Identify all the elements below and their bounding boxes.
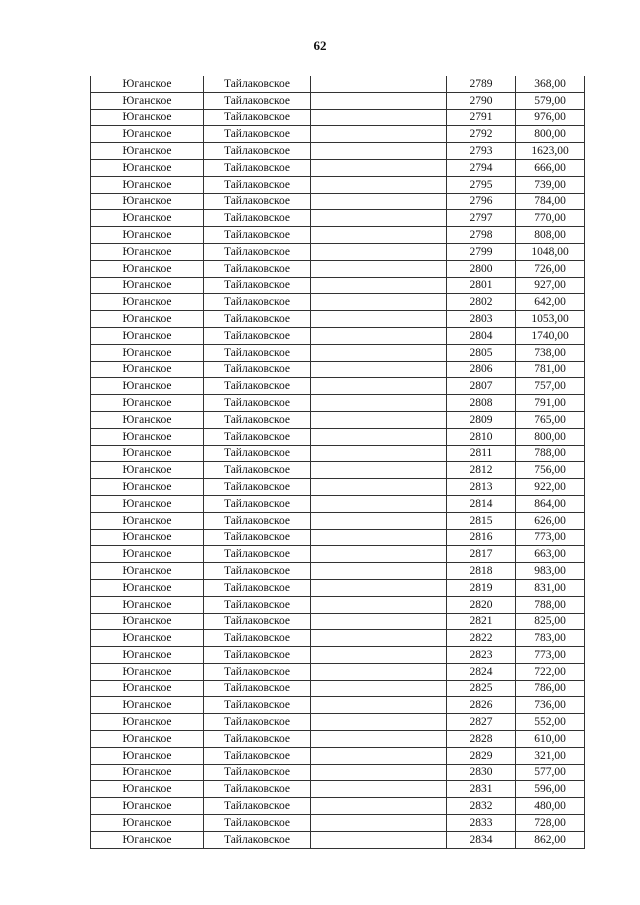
table-row (91, 428, 585, 445)
number-cell: 2831 (447, 781, 516, 798)
blank-cell (311, 680, 447, 697)
value-cell: 1623,00 (516, 143, 585, 160)
number-cell: 2827 (447, 714, 516, 731)
blank-cell (311, 596, 447, 613)
number-cell: 2811 (447, 445, 516, 462)
value-cell: 927,00 (516, 277, 585, 294)
number-cell: 2790 (447, 92, 516, 109)
table-row (91, 395, 585, 412)
table-row (91, 831, 585, 848)
table-row (91, 512, 585, 529)
value-cell: 800,00 (516, 428, 585, 445)
field-cell: Тайлаковское (204, 596, 311, 613)
field-cell: Тайлаковское (204, 512, 311, 529)
table-row (91, 781, 585, 798)
field-cell: Тайлаковское (204, 243, 311, 260)
blank-cell (311, 92, 447, 109)
number-cell: 2828 (447, 731, 516, 748)
deposit-cell: Юганское (91, 428, 204, 445)
field-cell: Тайлаковское (204, 428, 311, 445)
number-cell: 2813 (447, 479, 516, 496)
value-cell: 577,00 (516, 764, 585, 781)
table-row (91, 764, 585, 781)
deposit-cell: Юганское (91, 311, 204, 328)
value-cell: 808,00 (516, 227, 585, 244)
table-row (91, 663, 585, 680)
deposit-cell: Юганское (91, 361, 204, 378)
number-cell: 2823 (447, 647, 516, 664)
value-cell: 726,00 (516, 260, 585, 277)
deposit-cell: Юганское (91, 344, 204, 361)
field-cell: Тайлаковское (204, 143, 311, 160)
blank-cell (311, 563, 447, 580)
table-row (91, 563, 585, 580)
field-cell: Тайлаковское (204, 529, 311, 546)
number-cell: 2816 (447, 529, 516, 546)
deposit-cell: Юганское (91, 193, 204, 210)
table-row (91, 714, 585, 731)
blank-cell (311, 76, 447, 92)
blank-cell (311, 327, 447, 344)
field-cell: Тайлаковское (204, 344, 311, 361)
deposit-cell: Юганское (91, 109, 204, 126)
table-row (91, 210, 585, 227)
field-cell: Тайлаковское (204, 76, 311, 92)
blank-cell (311, 126, 447, 143)
deposit-cell: Юганское (91, 176, 204, 193)
table-row (91, 596, 585, 613)
number-cell: 2820 (447, 596, 516, 613)
deposit-cell: Юганское (91, 294, 204, 311)
number-cell: 2804 (447, 327, 516, 344)
table-row (91, 176, 585, 193)
blank-cell (311, 529, 447, 546)
deposit-cell: Юганское (91, 227, 204, 244)
field-cell: Тайлаковское (204, 798, 311, 815)
number-cell: 2810 (447, 428, 516, 445)
deposit-cell: Юганское (91, 260, 204, 277)
blank-cell (311, 747, 447, 764)
value-cell: 552,00 (516, 714, 585, 731)
number-cell: 2815 (447, 512, 516, 529)
deposit-cell: Юганское (91, 798, 204, 815)
table-row (91, 798, 585, 815)
value-cell: 756,00 (516, 462, 585, 479)
blank-cell (311, 210, 447, 227)
number-cell: 2799 (447, 243, 516, 260)
value-cell: 831,00 (516, 579, 585, 596)
value-cell: 786,00 (516, 680, 585, 697)
table-row (91, 260, 585, 277)
blank-cell (311, 395, 447, 412)
number-cell: 2793 (447, 143, 516, 160)
field-cell: Тайлаковское (204, 462, 311, 479)
deposit-cell: Юганское (91, 143, 204, 160)
table-row (91, 227, 585, 244)
deposit-cell: Юганское (91, 815, 204, 832)
table-row (91, 92, 585, 109)
value-cell: 1048,00 (516, 243, 585, 260)
field-cell: Тайлаковское (204, 294, 311, 311)
deposit-cell: Юганское (91, 411, 204, 428)
table-row (91, 680, 585, 697)
table-row (91, 159, 585, 176)
blank-cell (311, 176, 447, 193)
value-cell: 976,00 (516, 109, 585, 126)
blank-cell (311, 143, 447, 160)
deposit-cell: Юганское (91, 714, 204, 731)
number-cell: 2794 (447, 159, 516, 176)
table-row (91, 579, 585, 596)
registry-table (90, 76, 585, 849)
blank-cell (311, 495, 447, 512)
number-cell: 2806 (447, 361, 516, 378)
deposit-cell: Юганское (91, 395, 204, 412)
number-cell: 2819 (447, 579, 516, 596)
table-row (91, 613, 585, 630)
field-cell: Тайлаковское (204, 311, 311, 328)
deposit-cell: Юганское (91, 495, 204, 512)
value-cell: 757,00 (516, 378, 585, 395)
field-cell: Тайлаковское (204, 714, 311, 731)
field-cell: Тайлаковское (204, 831, 311, 848)
number-cell: 2822 (447, 630, 516, 647)
deposit-cell: Юганское (91, 579, 204, 596)
field-cell: Тайлаковское (204, 647, 311, 664)
field-cell: Тайлаковское (204, 479, 311, 496)
table-row (91, 126, 585, 143)
deposit-cell: Юганское (91, 563, 204, 580)
table-row (91, 378, 585, 395)
value-cell: 783,00 (516, 630, 585, 647)
field-cell: Тайлаковское (204, 260, 311, 277)
table-row (91, 697, 585, 714)
value-cell: 773,00 (516, 529, 585, 546)
value-cell: 610,00 (516, 731, 585, 748)
blank-cell (311, 613, 447, 630)
value-cell: 922,00 (516, 479, 585, 496)
table-row (91, 747, 585, 764)
field-cell: Тайлаковское (204, 815, 311, 832)
blank-cell (311, 579, 447, 596)
deposit-cell: Юганское (91, 613, 204, 630)
value-cell: 983,00 (516, 563, 585, 580)
number-cell: 2801 (447, 277, 516, 294)
deposit-cell: Юганское (91, 445, 204, 462)
blank-cell (311, 311, 447, 328)
blank-cell (311, 663, 447, 680)
field-cell: Тайлаковское (204, 92, 311, 109)
value-cell: 579,00 (516, 92, 585, 109)
blank-cell (311, 227, 447, 244)
field-cell: Тайлаковское (204, 361, 311, 378)
blank-cell (311, 243, 447, 260)
number-cell: 2809 (447, 411, 516, 428)
table-row (91, 815, 585, 832)
deposit-cell: Юганское (91, 243, 204, 260)
value-cell: 781,00 (516, 361, 585, 378)
value-cell: 663,00 (516, 546, 585, 563)
deposit-cell: Юганское (91, 277, 204, 294)
table-row (91, 76, 585, 92)
number-cell: 2825 (447, 680, 516, 697)
number-cell: 2821 (447, 613, 516, 630)
deposit-cell: Юганское (91, 512, 204, 529)
number-cell: 2807 (447, 378, 516, 395)
blank-cell (311, 714, 447, 731)
value-cell: 722,00 (516, 663, 585, 680)
value-cell: 800,00 (516, 126, 585, 143)
value-cell: 862,00 (516, 831, 585, 848)
table-row (91, 294, 585, 311)
table-row (91, 243, 585, 260)
blank-cell (311, 479, 447, 496)
number-cell: 2808 (447, 395, 516, 412)
number-cell: 2791 (447, 109, 516, 126)
deposit-cell: Юганское (91, 731, 204, 748)
field-cell: Тайлаковское (204, 227, 311, 244)
number-cell: 2834 (447, 831, 516, 848)
value-cell: 596,00 (516, 781, 585, 798)
value-cell: 773,00 (516, 647, 585, 664)
deposit-cell: Юганское (91, 680, 204, 697)
number-cell: 2824 (447, 663, 516, 680)
number-cell: 2817 (447, 546, 516, 563)
field-cell: Тайлаковское (204, 613, 311, 630)
deposit-cell: Юганское (91, 663, 204, 680)
value-cell: 791,00 (516, 395, 585, 412)
field-cell: Тайлаковское (204, 731, 311, 748)
table-row (91, 344, 585, 361)
blank-cell (311, 109, 447, 126)
deposit-cell: Юганское (91, 697, 204, 714)
table-row (91, 546, 585, 563)
table-row (91, 630, 585, 647)
blank-cell (311, 378, 447, 395)
number-cell: 2792 (447, 126, 516, 143)
blank-cell (311, 697, 447, 714)
number-cell: 2814 (447, 495, 516, 512)
blank-cell (311, 647, 447, 664)
field-cell: Тайлаковское (204, 747, 311, 764)
deposit-cell: Юганское (91, 764, 204, 781)
table-row (91, 462, 585, 479)
blank-cell (311, 546, 447, 563)
number-cell: 2832 (447, 798, 516, 815)
deposit-cell: Юганское (91, 647, 204, 664)
table-row (91, 143, 585, 160)
field-cell: Тайлаковское (204, 781, 311, 798)
value-cell: 642,00 (516, 294, 585, 311)
number-cell: 2798 (447, 227, 516, 244)
blank-cell (311, 512, 447, 529)
field-cell: Тайлаковское (204, 697, 311, 714)
field-cell: Тайлаковское (204, 579, 311, 596)
blank-cell (311, 781, 447, 798)
table-row (91, 647, 585, 664)
number-cell: 2826 (447, 697, 516, 714)
field-cell: Тайлаковское (204, 395, 311, 412)
value-cell: 626,00 (516, 512, 585, 529)
value-cell: 1053,00 (516, 311, 585, 328)
number-cell: 2812 (447, 462, 516, 479)
field-cell: Тайлаковское (204, 680, 311, 697)
deposit-cell: Юганское (91, 781, 204, 798)
deposit-cell: Юганское (91, 159, 204, 176)
number-cell: 2802 (447, 294, 516, 311)
blank-cell (311, 260, 447, 277)
value-cell: 765,00 (516, 411, 585, 428)
number-cell: 2833 (447, 815, 516, 832)
deposit-cell: Юганское (91, 479, 204, 496)
page-number: 62 (313, 38, 327, 53)
blank-cell (311, 630, 447, 647)
deposit-cell: Юганское (91, 76, 204, 92)
value-cell: 1740,00 (516, 327, 585, 344)
table-row (91, 445, 585, 462)
blank-cell (311, 159, 447, 176)
number-cell: 2805 (447, 344, 516, 361)
value-cell: 864,00 (516, 495, 585, 512)
field-cell: Тайлаковское (204, 327, 311, 344)
deposit-cell: Юганское (91, 630, 204, 647)
value-cell: 728,00 (516, 815, 585, 832)
table-row (91, 495, 585, 512)
value-cell: 788,00 (516, 445, 585, 462)
table-row (91, 277, 585, 294)
value-cell: 368,00 (516, 76, 585, 92)
field-cell: Тайлаковское (204, 159, 311, 176)
value-cell: 738,00 (516, 344, 585, 361)
value-cell: 739,00 (516, 176, 585, 193)
field-cell: Тайлаковское (204, 411, 311, 428)
blank-cell (311, 831, 447, 848)
field-cell: Тайлаковское (204, 210, 311, 227)
number-cell: 2795 (447, 176, 516, 193)
deposit-cell: Юганское (91, 596, 204, 613)
deposit-cell: Юганское (91, 327, 204, 344)
number-cell: 2830 (447, 764, 516, 781)
blank-cell (311, 344, 447, 361)
blank-cell (311, 445, 447, 462)
deposit-cell: Юганское (91, 92, 204, 109)
blank-cell (311, 428, 447, 445)
blank-cell (311, 361, 447, 378)
field-cell: Тайлаковское (204, 764, 311, 781)
deposit-cell: Юганское (91, 546, 204, 563)
field-cell: Тайлаковское (204, 663, 311, 680)
table-row (91, 529, 585, 546)
blank-cell (311, 277, 447, 294)
value-cell: 784,00 (516, 193, 585, 210)
value-cell: 321,00 (516, 747, 585, 764)
blank-cell (311, 411, 447, 428)
deposit-cell: Юганское (91, 529, 204, 546)
deposit-cell: Юганское (91, 378, 204, 395)
value-cell: 788,00 (516, 596, 585, 613)
number-cell: 2789 (447, 76, 516, 92)
field-cell: Тайлаковское (204, 193, 311, 210)
blank-cell (311, 294, 447, 311)
field-cell: Тайлаковское (204, 445, 311, 462)
number-cell: 2803 (447, 311, 516, 328)
blank-cell (311, 798, 447, 815)
registry-table-body (91, 76, 585, 848)
number-cell: 2818 (447, 563, 516, 580)
deposit-cell: Юганское (91, 210, 204, 227)
table-row (91, 361, 585, 378)
field-cell: Тайлаковское (204, 546, 311, 563)
value-cell: 736,00 (516, 697, 585, 714)
deposit-cell: Юганское (91, 126, 204, 143)
field-cell: Тайлаковское (204, 176, 311, 193)
number-cell: 2800 (447, 260, 516, 277)
value-cell: 770,00 (516, 210, 585, 227)
field-cell: Тайлаковское (204, 630, 311, 647)
field-cell: Тайлаковское (204, 378, 311, 395)
field-cell: Тайлаковское (204, 126, 311, 143)
blank-cell (311, 731, 447, 748)
table-row (91, 327, 585, 344)
deposit-cell: Юганское (91, 831, 204, 848)
deposit-cell: Юганское (91, 462, 204, 479)
table-row (91, 411, 585, 428)
blank-cell (311, 462, 447, 479)
field-cell: Тайлаковское (204, 495, 311, 512)
blank-cell (311, 764, 447, 781)
value-cell: 825,00 (516, 613, 585, 630)
field-cell: Тайлаковское (204, 277, 311, 294)
field-cell: Тайлаковское (204, 563, 311, 580)
table-row (91, 193, 585, 210)
value-cell: 666,00 (516, 159, 585, 176)
table-row (91, 479, 585, 496)
field-cell: Тайлаковское (204, 109, 311, 126)
deposit-cell: Юганское (91, 747, 204, 764)
number-cell: 2796 (447, 193, 516, 210)
table-row (91, 109, 585, 126)
value-cell: 480,00 (516, 798, 585, 815)
number-cell: 2797 (447, 210, 516, 227)
number-cell: 2829 (447, 747, 516, 764)
blank-cell (311, 193, 447, 210)
table-row (91, 311, 585, 328)
blank-cell (311, 815, 447, 832)
table-row (91, 731, 585, 748)
